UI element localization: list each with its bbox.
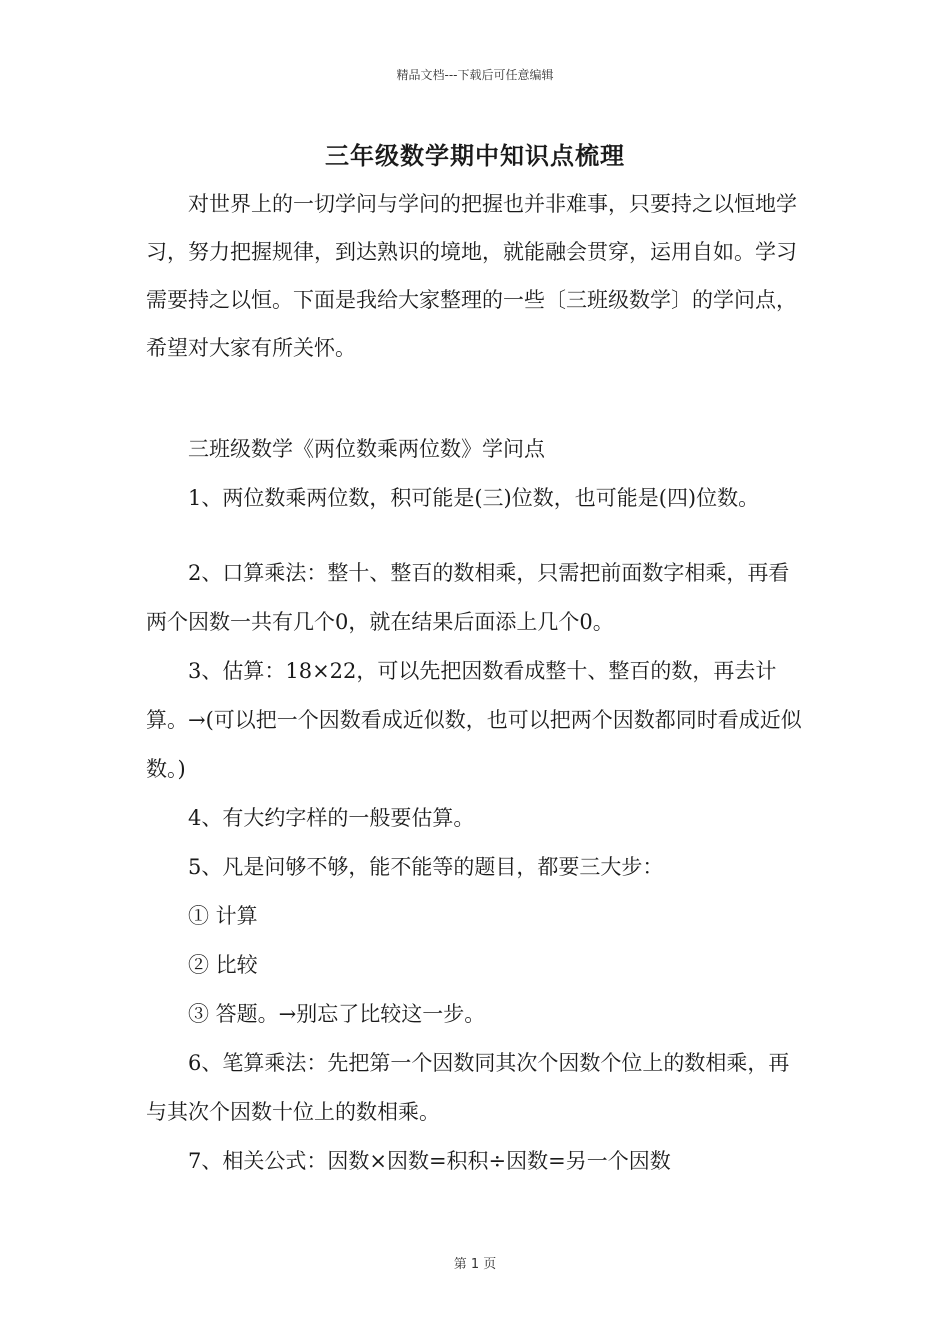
document-title: 三年级数学期中知识点梳理: [325, 141, 625, 170]
page-suffix: 页: [483, 1257, 497, 1272]
header-note: 精品文档---下载后可任意编辑: [396, 68, 554, 82]
section-heading: 三班级数学《两位数乘两位数》学问点: [188, 437, 545, 461]
list-item-7: 7、相关公式：因数×因数=积积÷因数=另一个因数: [188, 1149, 671, 1173]
page-prefix: 第: [453, 1257, 467, 1272]
list-item-4: 4、有大约字样的一般要估算。: [188, 806, 475, 830]
knowledge-points-section: [146, 425, 806, 1186]
intro-paragraph: 对世界上的一切学问与学问的把握也并非难事，只要持之以恒地学习，努力把握规律，到达熟识的境地，就能融会贯穿，运用自如。学习需要持之以恒。下面是我给大家整理的一些〔三班级数学〕的学问点，希望对大家有所关怀。: [146, 192, 797, 360]
list-item-2: 2、口算乘法：整十、整百的数相乘，只需把前面数字相乘，再看两个因数一共有几个0，就在结果后面添上几个0。: [146, 561, 790, 634]
list-item-6: 6、笔算乘法：先把第一个因数同其次个因数个位上的数相乘，再与其次个因数十位上的数相乘。: [146, 1051, 790, 1124]
sub-item-compare: ② 比较: [188, 953, 258, 977]
sub-item-calculate: ① 计算: [188, 904, 258, 928]
sub-item-answer: ③ 答题。→别忘了比较这一步。: [188, 1002, 486, 1026]
list-item-5: 5、凡是问够不够，能不能等的题目，都要三大步：: [188, 855, 664, 879]
page-number: 1: [470, 1257, 480, 1272]
list-item-3: 3、估算：18×22，可以先把因数看成整十、整百的数，再去计算。→(可以把一个因数看成近似数，也可以把两个因数都同时看成近似数。): [146, 659, 802, 781]
spacer: [146, 523, 806, 549]
list-item-1: 1、两位数乘两位数，积可能是(三)位数，也可能是(四)位数。: [188, 486, 760, 510]
page-footer: [0, 1253, 950, 1272]
intro-section: [146, 180, 806, 372]
